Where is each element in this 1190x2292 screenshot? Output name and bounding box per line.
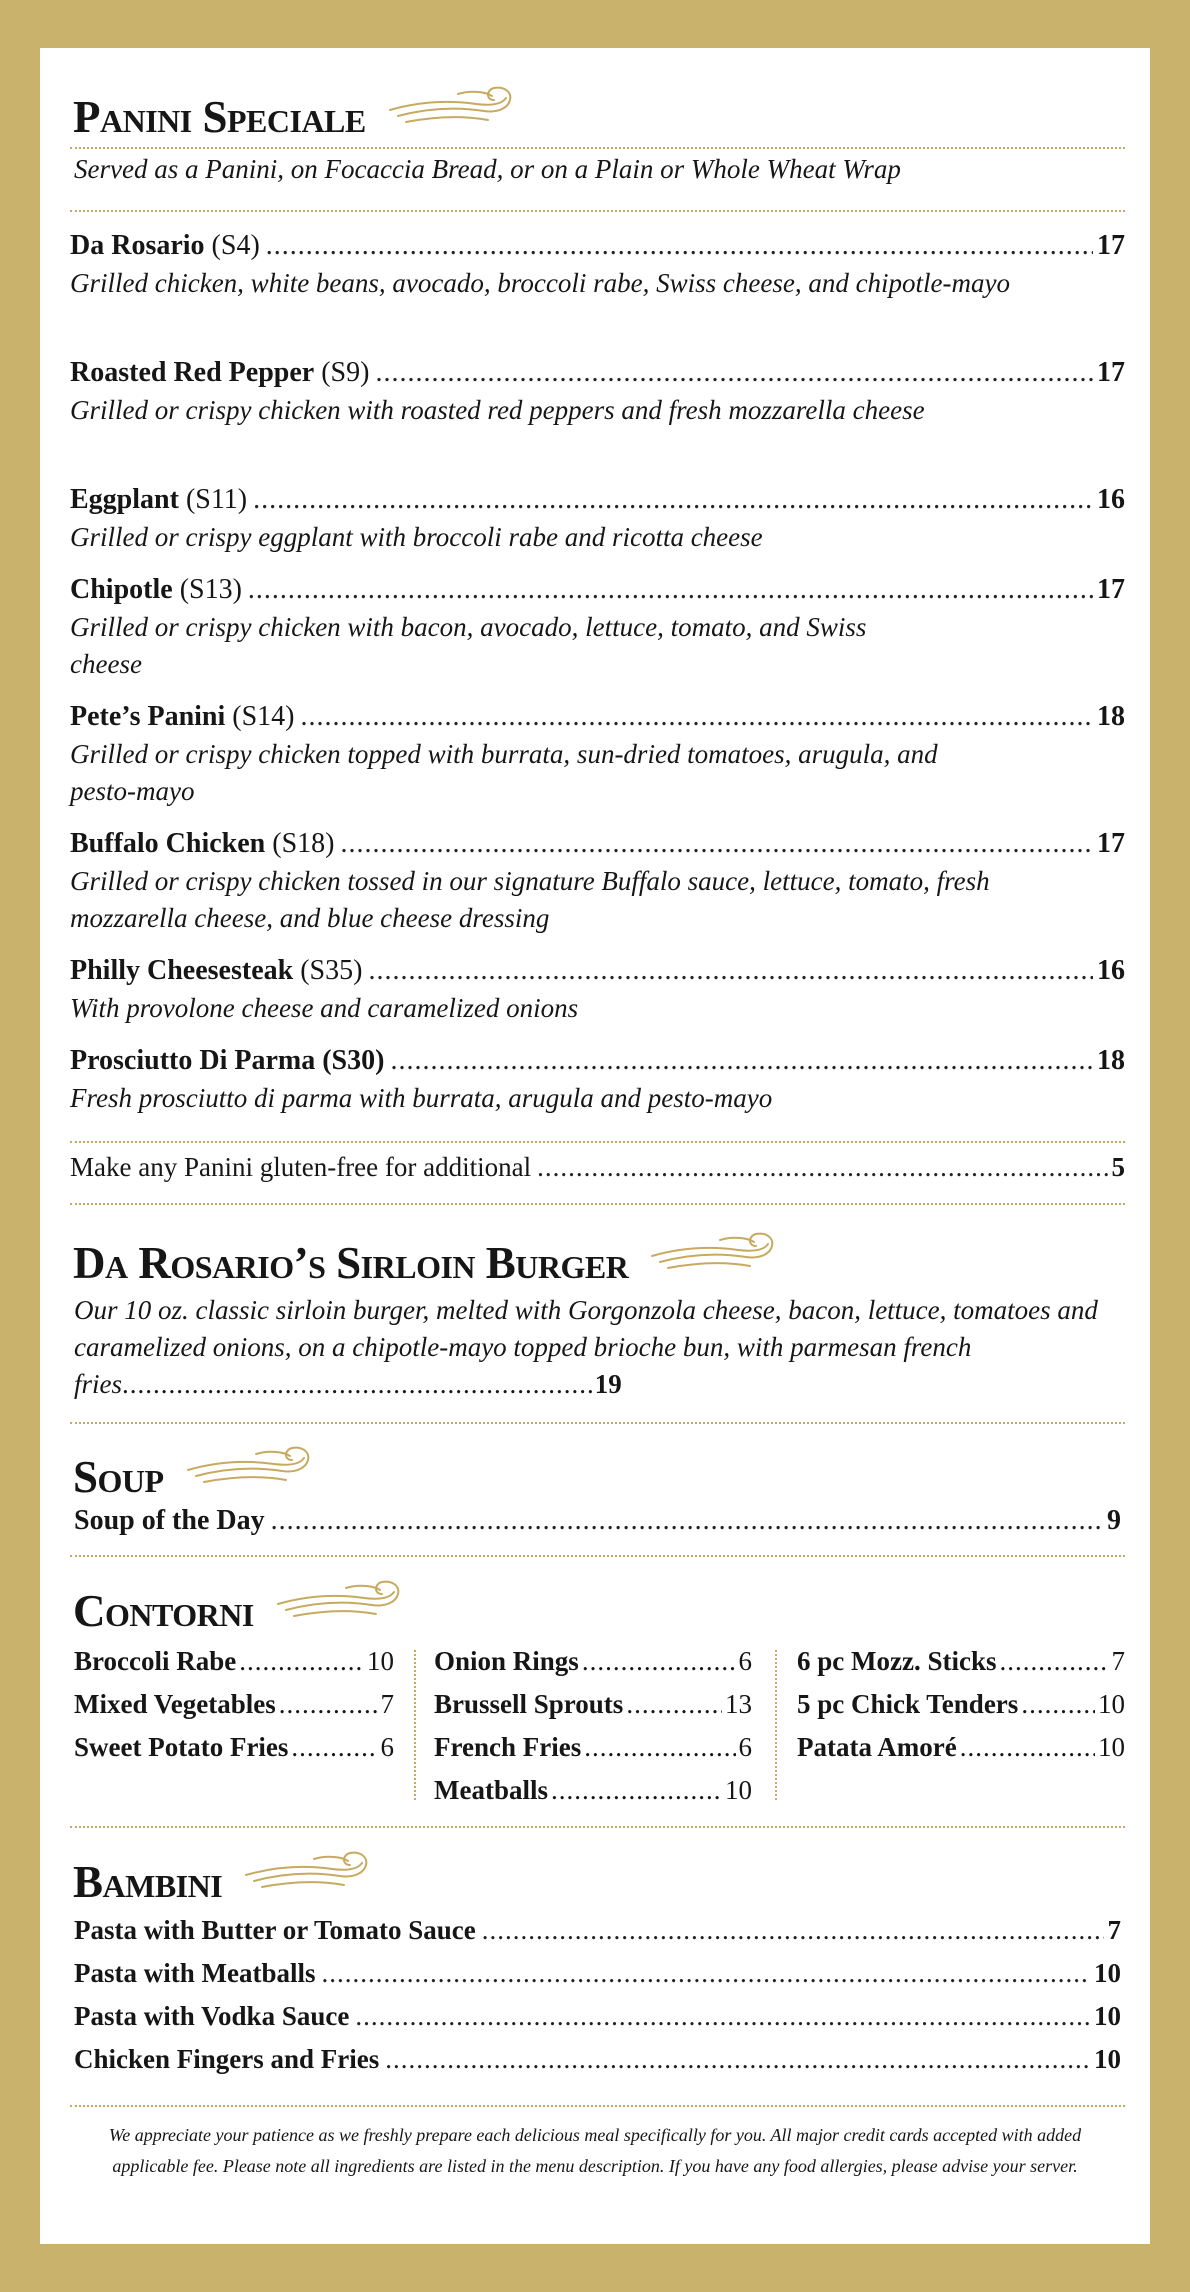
item-name: Brussell Sprouts — [434, 1689, 624, 1719]
item-price: 18 — [1097, 1045, 1125, 1076]
menu-item-eggplant — [70, 484, 1125, 516]
gluten-free-price: 5 — [1111, 1152, 1125, 1182]
section-heading-soup — [73, 1440, 312, 1500]
item-name: Sweet Potato Fries — [74, 1732, 289, 1762]
item-name: Broccoli Rabe — [74, 1646, 237, 1676]
item-price: 17 — [1097, 357, 1125, 388]
item-name: Pasta with Butter or Tomato Sauce — [74, 1915, 476, 1945]
menu-item-philly-cheesesteak — [70, 955, 1125, 987]
section-heading-panini — [73, 80, 514, 140]
item-price: 18 — [1097, 701, 1125, 732]
contorni-item — [434, 1732, 752, 1775]
section-heading-bambini — [73, 1845, 370, 1905]
contorni-column-2 — [434, 1646, 752, 1818]
item-price: 10 — [725, 1775, 752, 1805]
item-price: 10 — [1098, 1689, 1125, 1719]
item-name: Pasta with Vodka Sauce — [74, 2001, 350, 2031]
dot-leader — [253, 484, 1093, 516]
item-price: 6 — [738, 1646, 752, 1676]
item-code: (S14) — [232, 701, 295, 732]
item-price: 13 — [725, 1689, 752, 1719]
item-name: 5 pc Chick Tenders — [797, 1689, 1019, 1719]
panini-subtitle: Served as a Panini, on Focaccia Bread, or on a Plain or Whole Wheat Wrap — [74, 154, 901, 184]
dot-leader — [375, 357, 1093, 389]
dot-leader — [355, 2001, 1090, 2032]
bambini-item — [74, 1958, 1121, 1989]
item-name: Pete’s Panini — [70, 701, 226, 732]
footer-note: We appreciate your patience as we freshly prepare each delicious meal specifically for you. All major credit cards accepted with added applicable fee. Please note all ingredients are listed in the menu description. If you have any food allergies, please advise your server. — [108, 2125, 1082, 2176]
dot-leader — [368, 955, 1093, 987]
item-name: Onion Rings — [434, 1646, 579, 1676]
item-code: (S35) — [300, 955, 363, 986]
burger-price: 19 — [594, 1369, 622, 1399]
contorni-item — [797, 1646, 1125, 1689]
contorni-item — [797, 1732, 1125, 1775]
item-code: (S30) — [322, 1045, 385, 1076]
item-price: 17 — [1097, 828, 1125, 859]
item-description: Grilled chicken, white beans, avocado, broccoli rabe, Swiss cheese, and chipotle-mayo — [70, 268, 1011, 298]
item-price: 10 — [1094, 1958, 1121, 1988]
divider — [70, 1422, 1125, 1424]
menu-item-da-rosario — [70, 230, 1125, 262]
item-description: Fresh prosciutto di parma with burrata, arugula and pesto-mayo — [70, 1083, 773, 1113]
item-name: Prosciutto Di Parma — [70, 1045, 316, 1076]
section-title: Soup — [73, 1452, 164, 1502]
dot-leader — [999, 1646, 1108, 1677]
item-price: 16 — [1097, 955, 1125, 986]
swirl-ornament-icon — [244, 1845, 370, 1905]
divider — [70, 1203, 1125, 1205]
dot-leader — [291, 1732, 377, 1763]
section-title: Contorni — [73, 1586, 254, 1636]
bambini-item — [74, 2044, 1121, 2075]
bambini-item — [74, 1915, 1121, 1946]
item-name: Eggplant — [70, 484, 179, 515]
item-code: (S11) — [185, 484, 248, 515]
item-name: Soup of the Day — [74, 1505, 265, 1536]
contorni-column-1 — [74, 1646, 394, 1775]
divider — [70, 1826, 1125, 1828]
item-name: Chicken Fingers and Fries — [74, 2044, 380, 2074]
item-price: 6 — [380, 1732, 394, 1762]
item-code: (S9) — [321, 357, 370, 388]
dot-leader — [482, 1915, 1104, 1946]
item-price: 7 — [1107, 1915, 1121, 1945]
item-name: Meatballs — [434, 1775, 548, 1805]
contorni-item — [74, 1646, 394, 1689]
menu-item-prosciutto-di-parma — [70, 1045, 1125, 1077]
menu-page — [40, 48, 1150, 2244]
dot-leader — [248, 574, 1093, 606]
item-price: 6 — [738, 1732, 752, 1762]
dot-leader — [321, 1958, 1090, 1989]
swirl-ornament-icon — [276, 1574, 402, 1634]
divider — [70, 1555, 1125, 1557]
section-heading-contorni — [73, 1574, 402, 1634]
item-price: 9 — [1107, 1505, 1121, 1536]
menu-item-roasted-red-pepper — [70, 357, 1125, 389]
contorni-item — [74, 1732, 394, 1775]
divider — [70, 2105, 1125, 2107]
item-price: 10 — [1098, 1732, 1125, 1762]
item-price: 17 — [1097, 230, 1125, 261]
item-name: Mixed Vegetables — [74, 1689, 276, 1719]
burger-description — [74, 1292, 1114, 1403]
swirl-ornament-icon — [388, 80, 514, 140]
item-price: 16 — [1097, 484, 1125, 515]
section-title: Bambini — [73, 1857, 223, 1907]
item-name: Philly Cheesesteak — [70, 955, 294, 986]
bambini-item — [74, 2001, 1121, 2032]
item-name: Roasted Red Pepper — [70, 357, 315, 388]
item-description: Grilled or crispy chicken tossed in our signature Buffalo sauce, lettuce, tomato, fresh mozzarella cheese, and blue cheese dressing — [70, 866, 990, 933]
dot-leader — [551, 1775, 722, 1806]
section-title: Panini Speciale — [73, 92, 366, 142]
item-name: Da Rosario — [70, 230, 205, 261]
item-name: 6 pc Mozz. Sticks — [797, 1646, 997, 1676]
item-description: Grilled or crispy chicken with roasted red peppers and fresh mozzarella cheese — [70, 395, 925, 425]
item-description: Grilled or crispy chicken with bacon, avocado, lettuce, tomato, and Swiss cheese — [70, 612, 867, 679]
swirl-ornament-icon — [186, 1440, 312, 1500]
item-name: French Fries — [434, 1732, 582, 1762]
dot-leader — [1021, 1689, 1095, 1720]
item-name: Chipotle — [70, 574, 173, 605]
contorni-item — [434, 1775, 752, 1818]
divider — [70, 147, 1125, 149]
dot-leader — [279, 1689, 378, 1720]
dot-leader — [340, 828, 1093, 860]
item-name: Pasta with Meatballs — [74, 1958, 316, 1988]
contorni-item — [434, 1689, 752, 1732]
dot-leader — [582, 1646, 736, 1677]
dot-leader — [385, 2044, 1090, 2075]
item-code: (S4) — [211, 230, 260, 261]
item-price: 10 — [367, 1646, 394, 1676]
divider — [70, 1141, 1125, 1143]
item-code: (S18) — [272, 828, 335, 859]
column-divider — [414, 1650, 416, 1800]
contorni-item — [797, 1689, 1125, 1732]
dot-leader — [537, 1152, 1107, 1183]
item-name: Patata Amoré — [797, 1732, 957, 1762]
item-description: Grilled or crispy chicken topped with burrata, sun-dried tomatoes, arugula, and pesto-mayo — [70, 739, 938, 806]
menu-item-petes-panini — [70, 701, 1125, 733]
item-price: 17 — [1097, 574, 1125, 605]
item-description: With provolone cheese and caramelized onions — [70, 993, 579, 1023]
menu-item-chipotle — [70, 574, 1125, 606]
burger-desc-text: Our 10 oz. classic sirloin burger, melted with Gorgonzola cheese, bacon, lettuce, tomatoes and caramelized onions, on a chipotle-mayo topped brioche bun, with parmesan french fries — [74, 1295, 1098, 1399]
item-description: Grilled or crispy eggplant with broccoli rabe and ricotta cheese — [70, 522, 763, 552]
gluten-free-label: Make any Panini gluten-free for additional — [70, 1152, 532, 1182]
gluten-free-option — [70, 1152, 1125, 1183]
item-price: 7 — [380, 1689, 394, 1719]
swirl-ornament-icon — [650, 1226, 776, 1286]
section-heading-burger — [73, 1226, 776, 1286]
dot-leader: ............................................................. — [122, 1369, 595, 1399]
dot-leader — [960, 1732, 1095, 1763]
contorni-item — [74, 1689, 394, 1732]
dot-leader — [301, 701, 1093, 733]
dot-leader — [239, 1646, 364, 1677]
item-price: 10 — [1094, 2001, 1121, 2031]
section-title: Da Rosario’s Sirloin Burger — [73, 1238, 629, 1288]
item-price: 7 — [1111, 1646, 1125, 1676]
dot-leader — [626, 1689, 722, 1720]
item-code: (S13) — [179, 574, 242, 605]
dot-leader — [266, 230, 1093, 262]
contorni-item — [434, 1646, 752, 1689]
dot-leader — [271, 1505, 1103, 1537]
item-name: Buffalo Chicken — [70, 828, 266, 859]
dot-leader — [390, 1045, 1093, 1077]
divider — [70, 210, 1125, 212]
column-divider — [775, 1650, 777, 1800]
menu-item-soup-of-the-day — [74, 1505, 1121, 1537]
item-price: 10 — [1094, 2044, 1121, 2074]
dot-leader — [584, 1732, 735, 1763]
menu-item-buffalo-chicken — [70, 828, 1125, 860]
contorni-column-3 — [797, 1646, 1125, 1775]
